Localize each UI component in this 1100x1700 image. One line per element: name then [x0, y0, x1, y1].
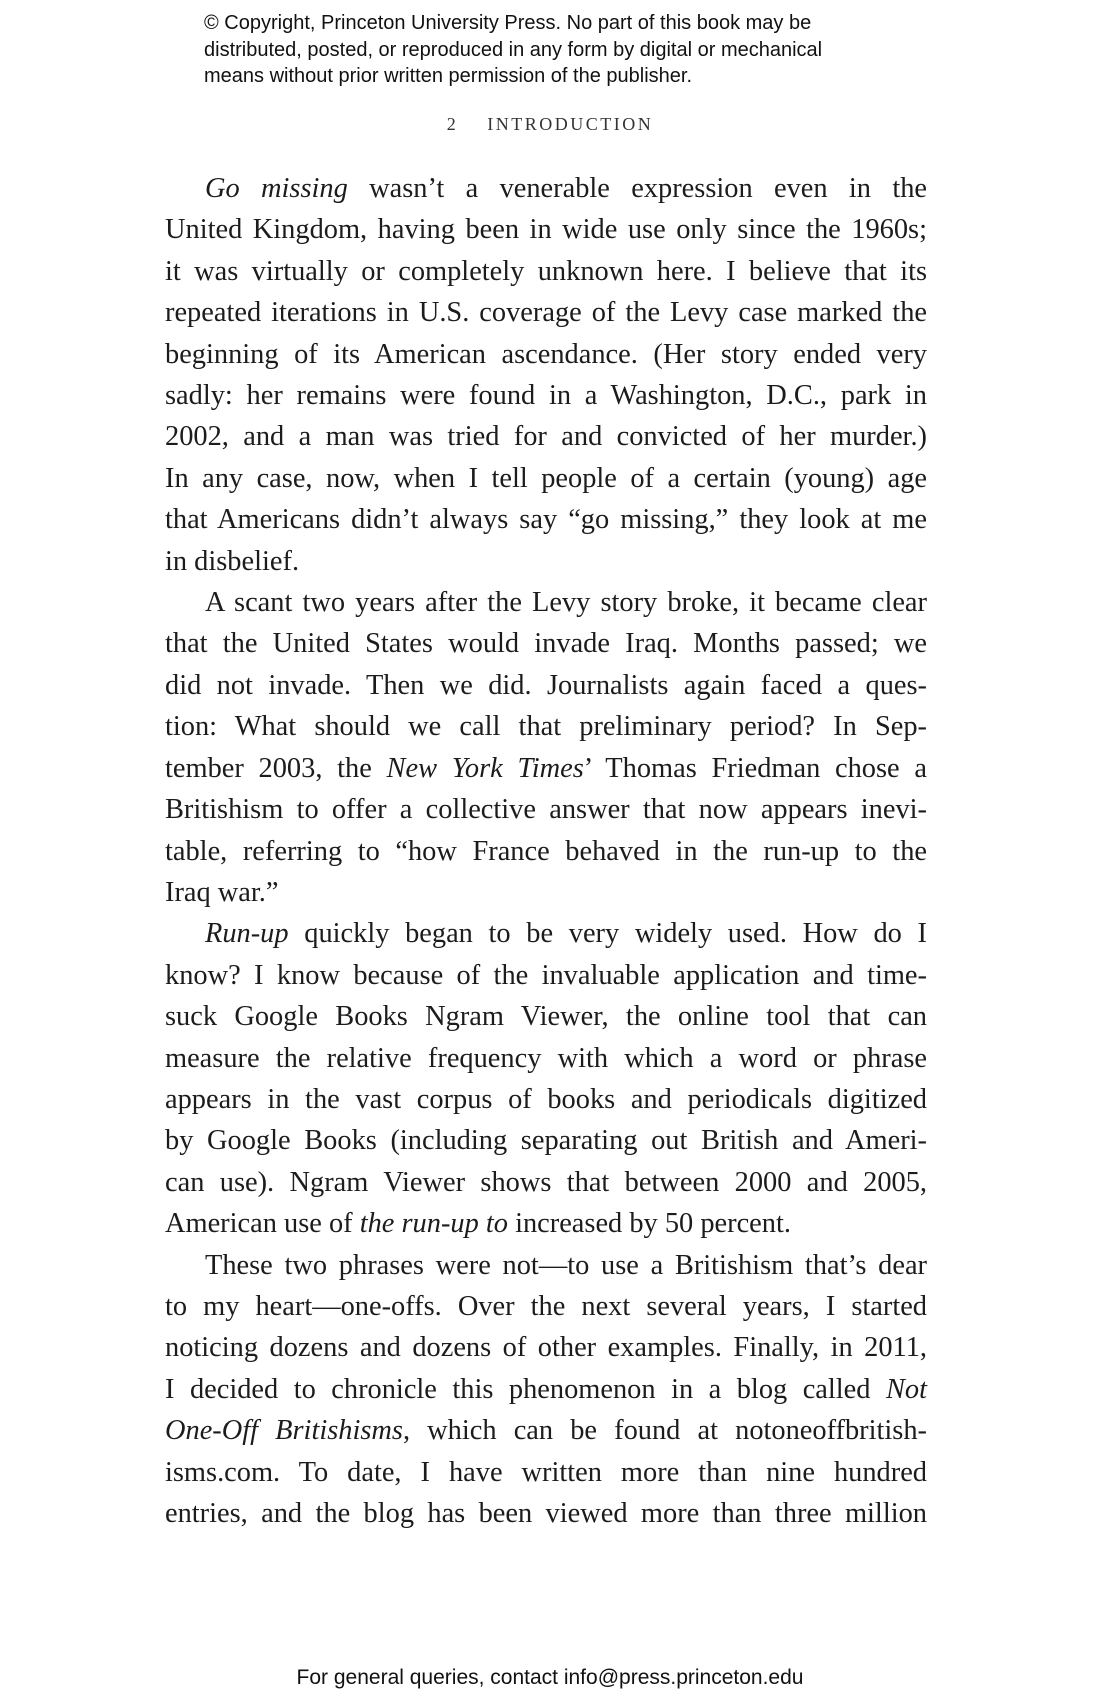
- text-line: suck Google Books Ngram Viewer, the online tool that can: [165, 1001, 927, 1033]
- paragraph-2: [165, 582, 927, 913]
- text-line: to my heart—one-offs. Over the next several years, I started: [165, 1290, 927, 1322]
- text-line: can use). Ngram Viewer shows that between 2000 and 2005,: [165, 1166, 927, 1198]
- paragraph-4: [165, 1245, 927, 1535]
- text-line: noticing dozens and dozens of other examples. Finally, in 2011,: [165, 1332, 927, 1364]
- text-line: United Kingdom, having been in wide use only since the 1960s;: [165, 214, 927, 246]
- text-line: tember 2003, the New York Times’ Thomas Friedman chose a: [165, 752, 927, 784]
- text-line: beginning of its American ascendance. (Her story ended very: [165, 338, 927, 370]
- copyright-notice: [204, 10, 924, 90]
- text-line: repeated iterations in U.S. coverage of the Levy case marked the: [165, 297, 927, 329]
- text-line: tion: What should we call that preliminary period? In Sep-: [165, 711, 927, 743]
- copyright-line: distributed, posted, or reproduced in any form by digital or mechanical: [204, 38, 823, 61]
- text-line: in disbelief.: [165, 545, 300, 577]
- text-line: These two phrases were not—to use a Britishism that’s dear: [205, 1249, 927, 1281]
- text-line: 2002, and a man was tried for and convicted of her murder.): [165, 421, 927, 453]
- text-line: One-Off Britishisms, which can be found at notoneoffbritish-: [165, 1415, 927, 1447]
- section-title: INTRODUCTION: [487, 114, 654, 134]
- text-line: Britishism to offer a collective answer that now appears inevi-: [165, 794, 927, 826]
- page-number: 2: [446, 114, 459, 134]
- body-text: [165, 168, 927, 1534]
- text-line: entries, and the blog has been viewed more than three million: [165, 1498, 927, 1529]
- copyright-line: © Copyright, Princeton University Press. No part of this book may be: [204, 12, 812, 34]
- text-line: isms.com. To date, I have written more than nine hundred: [165, 1456, 927, 1488]
- text-line: table, referring to “how France behaved in the run-up to the: [165, 835, 927, 867]
- text-line: American use of the run-up to increased by 50 percent.: [165, 1208, 791, 1240]
- text-line: In any case, now, when I tell people of a certain (young) age: [165, 462, 927, 494]
- text-line: it was virtually or completely unknown here. I believe that its: [165, 255, 927, 287]
- text-line: sadly: her remains were found in a Washington, D.C., park in: [165, 380, 927, 412]
- text-line: Run-up quickly began to be very widely used. How do I: [205, 918, 927, 950]
- footer-contact: For general queries, contact info@press.princeton.edu: [296, 1666, 804, 1689]
- copyright-line: means without prior written permission of the publisher.: [204, 65, 693, 87]
- text-line: that Americans didn’t always say “go missing,” they look at me: [165, 504, 927, 536]
- text-line: A scant two years after the Levy story broke, it became clear: [205, 587, 927, 619]
- text-line: that the United States would invade Iraq. Months passed; we: [165, 628, 927, 660]
- text-line: did not invade. Then we did. Journalists again faced a ques-: [165, 669, 927, 701]
- text-line: Go missing wasn’t a venerable expression even in the: [205, 173, 928, 204]
- text-line: know? I know because of the invaluable application and time-: [165, 959, 927, 991]
- text-line: Iraq war.”: [165, 876, 279, 908]
- text-line: measure the relative frequency with which a word or phrase: [165, 1042, 927, 1074]
- running-head: [0, 114, 1100, 135]
- text-line: appears in the vast corpus of books and periodicals digitized: [165, 1083, 927, 1115]
- paragraph-3: [165, 913, 927, 1244]
- text-line: I decided to chronicle this phenomenon in a blog called Not: [165, 1373, 927, 1405]
- text-line: by Google Books (including separating out British and Ameri-: [165, 1125, 927, 1157]
- paragraph-1: [165, 168, 927, 582]
